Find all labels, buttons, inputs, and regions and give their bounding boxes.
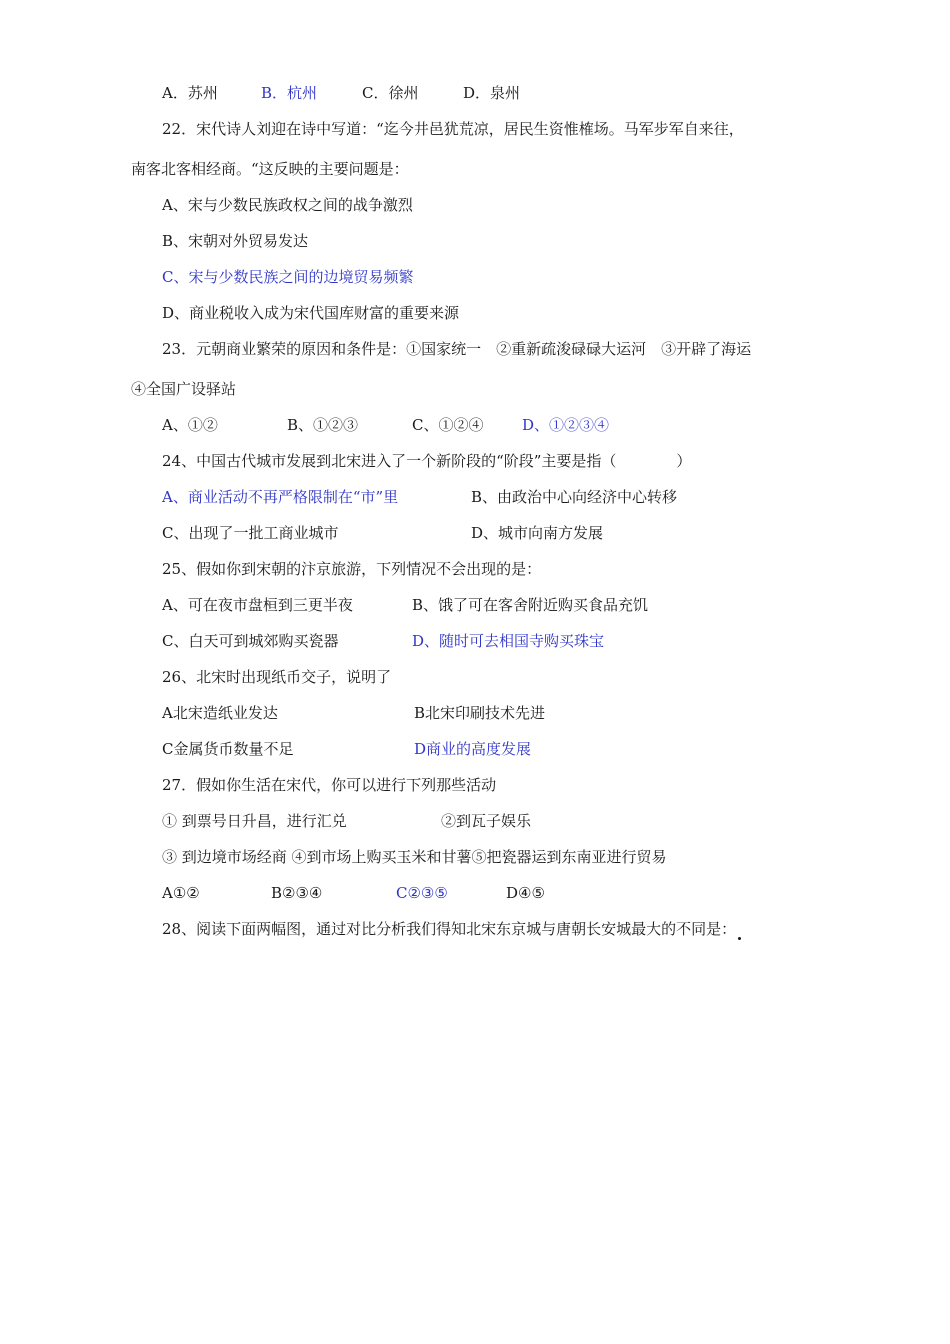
- q27-item-1: ① 到票号日升昌，进行汇兑: [162, 812, 347, 830]
- emphasis-dot: [738, 937, 741, 940]
- q24-option-d: D、城市向南方发展: [471, 524, 604, 542]
- q28-stem: 28、阅读下面两幅图，通过对比分析我们得知北宋东京城与唐朝长安城最大的不同是：: [162, 920, 737, 938]
- q23-option-b: B、①②③: [287, 416, 359, 434]
- q22-stem-line1: 22．宋代诗人刘迎在诗中写道：“迄今井邑犹荒凉，居民生资惟榷场。马军步军自来往，: [162, 120, 744, 138]
- q25-option-d-answer: D、随时可去相国寺购买珠宝: [412, 632, 605, 650]
- q25-option-b: B、饿了可在客舍附近购买食品充饥: [412, 596, 649, 614]
- q27-option-b: B②③④: [271, 884, 323, 902]
- q21-option-d: D．泉州: [463, 84, 521, 102]
- q26-option-c: C金属货币数量不足: [162, 740, 294, 758]
- q27-option-d: D④⑤: [506, 884, 545, 902]
- q25-option-a: A、可在夜市盘桓到三更半夜: [162, 596, 353, 614]
- q25-stem: 25、假如你到宋朝的汴京旅游，下列情况不会出现的是：: [162, 560, 542, 578]
- q23-option-a: A、①②: [162, 416, 218, 434]
- q27-item-3: ③ 到边境市场经商 ④到市场上购买玉米和甘薯⑤把瓷器运到东南亚进行贸易: [162, 848, 667, 866]
- q23-option-c: C、①②④: [412, 416, 484, 434]
- q24-option-b: B、由政治中心向经济中心转移: [471, 488, 678, 506]
- q23-stem-line2: ④全国广设驿站: [131, 380, 237, 398]
- q22-option-c-answer: C、宋与少数民族之间的边境贸易频繁: [162, 268, 414, 286]
- q27-option-c-answer: C②③⑤: [396, 884, 448, 902]
- q27-stem: 27．假如你生活在宋代，你可以进行下列那些活动: [162, 776, 497, 794]
- q25-option-c: C、白天可到城郊购买瓷器: [162, 632, 339, 650]
- q22-option-a: A、宋与少数民族政权之间的战争激烈: [162, 196, 413, 214]
- q21-option-b-answer: B．杭州: [261, 84, 318, 102]
- q24-option-a-answer: A、商业活动不再严格限制在“市”里: [162, 488, 399, 506]
- q26-option-a: A北宋造纸业发达: [162, 704, 278, 722]
- q24-option-c: C、出现了一批工商业城市: [162, 524, 339, 542]
- q26-stem: 26、北宋时出现纸币交子，说明了: [162, 668, 392, 686]
- q27-item-2: ②到瓦子娱乐: [441, 812, 532, 830]
- q27-option-a: A①②: [162, 884, 200, 902]
- q23-stem-line1: 23．元朝商业繁荣的原因和条件是：①国家统一 ②重新疏浚碌碌大运河 ③开辟了海运: [162, 340, 752, 358]
- q22-option-b: B、宋朝对外贸易发达: [162, 232, 309, 250]
- q24-stem: 24、中国古代城市发展到北宋进入了一个新阶段的“阶段”主要是指（ ）: [162, 452, 692, 470]
- q22-option-d: D、商业税收入成为宋代国库财富的重要来源: [162, 304, 460, 322]
- q21-option-a: A．苏州: [162, 84, 218, 102]
- q22-stem-line2: 南客北客相经商。“这反映的主要问题是：: [131, 160, 409, 178]
- q26-option-d-answer: D商业的高度发展: [414, 740, 532, 758]
- q23-option-d-answer: D、①②③④: [522, 416, 610, 434]
- q26-option-b: B北宋印刷技术先进: [414, 704, 546, 722]
- q21-option-c: C．徐州: [362, 84, 419, 102]
